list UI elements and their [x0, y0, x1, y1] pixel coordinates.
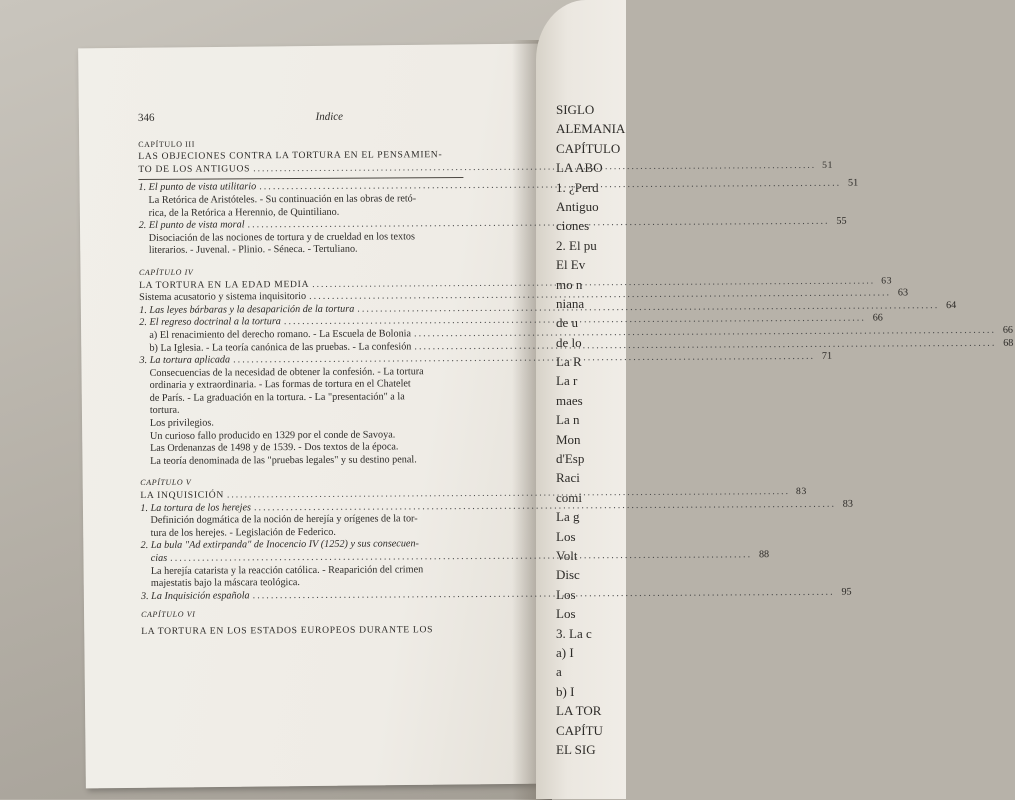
toc-description: Definición dogmática de la noción de herejía y orígenes de la tor-	[150, 513, 418, 527]
right-page-fragment: maes	[556, 392, 583, 408]
chapter-5-title-text: LA INQUISICIÓN	[140, 489, 224, 502]
right-page-fragment: Mon	[556, 431, 581, 447]
right-page-fragment: La r	[556, 373, 578, 389]
page-ref: 51	[847, 177, 859, 190]
toc-entry-text: cias	[150, 552, 168, 564]
chapter-3-label: CAPÍTULO III	[138, 139, 195, 149]
chapter-6-title: LA TORTURA EN LOS ESTADOS EUROPEOS DURANTE LOS	[141, 624, 434, 637]
toc-description: Los privilegios.	[149, 417, 214, 429]
right-page-fragment: Los	[556, 528, 576, 544]
toc-entry-text: a) El renacimiento del derecho romano. - La Escuela de Bolonia	[149, 328, 412, 341]
page-ref: 83	[842, 498, 854, 510]
right-page-fragment: Disc	[556, 567, 580, 583]
toc-entry-text: Sistema acusatorio y sistema inquisitorio	[139, 291, 307, 304]
page-ref: 63	[897, 287, 909, 299]
right-page-fragment: 1. ¿Perd	[556, 179, 599, 195]
toc-description: tura de los herejes. - Legislación de Federico.	[150, 526, 336, 539]
chapter-3-title-text: TO DE LOS ANTIGUOS	[138, 163, 251, 175]
page-ref: 83	[795, 485, 807, 498]
toc-description: La herejía catarista y la reacción católica. - Reaparición del crimen	[150, 563, 424, 577]
toc-description: literarios. - Juvenal. - Plinio. - Séneca. - Tertuliano.	[148, 244, 358, 257]
right-page-fragment: Volt	[556, 547, 578, 563]
leader-dots	[233, 351, 815, 367]
right-page-fragment: SIGLO	[556, 102, 595, 117]
right-page-fragment: b) I	[556, 683, 575, 699]
right-page-fragment: Raci	[556, 470, 580, 486]
right-page-fragment: de u	[556, 315, 579, 331]
chapter-4-title-text: LA TORTURA EN LA EDAD MEDIA	[139, 278, 310, 291]
right-page-fragment: ALEMANIA	[556, 121, 626, 137]
toc-entry-text: b) La Iglesia. - La teoría canónica de las pruebas. - La confesión	[149, 340, 412, 354]
right-page-fragment: Los	[556, 606, 576, 622]
page-ref: 88	[758, 549, 770, 561]
right-page-fragment: Antiguo	[556, 198, 599, 214]
chapter-6-label: CAPÍTULO VI	[141, 610, 196, 620]
page-ref: 66	[1002, 324, 1014, 336]
right-page-fragment: La n	[556, 412, 580, 428]
toc-description: de París. - La graduación en la tortura. - La "presentación" a la	[149, 391, 405, 404]
toc-description: rica, de la Retórica a Herennio, de Quintiliano.	[148, 206, 340, 219]
page-ref: 71	[821, 350, 833, 362]
right-page-fragment: El Ev	[556, 257, 586, 273]
chapter-5-label: CAPÍTULO V	[140, 478, 192, 488]
right-page-fragment: a	[556, 664, 562, 680]
leader-dots	[253, 587, 835, 603]
toc-description: Disociación de las nociones de tortura y de crueldad en los textos	[148, 231, 416, 244]
toc-entry-text: 3. La Inquisición española	[140, 590, 250, 602]
page-ref: 68	[1003, 337, 1014, 349]
toc-entry-text: 2. El regreso doctrinal a la tortura	[139, 316, 281, 329]
toc-description: majestatis bajo la máscara teológica.	[150, 577, 300, 590]
toc-entry-text: 2. El punto de vista moral	[138, 219, 245, 232]
right-page-fragment: comi	[556, 489, 582, 505]
toc-entry-text: 1. El punto de vista utilitario	[138, 181, 257, 194]
leader-dots	[170, 549, 752, 565]
toc-description: La teoría denominada de las "pruebas legales" y su destino penal.	[150, 454, 417, 467]
toc-description: tortura.	[149, 405, 180, 417]
right-page-fragment: LA TOR	[556, 703, 602, 719]
toc-description: Las Ordenanzas de 1498 y de 1539. - Dos textos de la época.	[150, 441, 399, 455]
toc-description: Consecuencias de la necesidad de obtener la confesión. - La tortura	[149, 365, 424, 379]
toc-entry-text: 1. Las leyes bárbaras y la desaparición de la tortura	[139, 303, 355, 316]
right-page-fragment: CAPÍTULO	[556, 140, 621, 156]
page-ref: 64	[946, 299, 957, 311]
page-ref: 95	[841, 586, 852, 598]
toc-entry-text: 2. La bula "Ad extirpanda" de Inocencio IV (1252) y sus consecuen-	[140, 538, 419, 552]
right-page-fragment: a) I	[556, 644, 574, 660]
right-page-fragment: ciones	[556, 218, 590, 234]
page-ref: 63	[881, 274, 893, 286]
leader-dots	[254, 498, 836, 514]
page-ref: 51	[822, 159, 834, 171]
right-page-fragment: CAPÍTU	[556, 722, 603, 738]
page-title: Indice	[315, 110, 344, 123]
right-page-fragment: Los	[556, 586, 576, 602]
right-page-fragment: de lo	[556, 334, 582, 350]
toc-description: Un curioso fallo producido en 1329 por el conde de Savoya.	[149, 429, 396, 442]
right-page-text	[556, 100, 625, 759]
right-page-fragment: La R	[556, 354, 582, 370]
page-ref: 66	[872, 312, 883, 324]
toc-description: La Retórica de Aristóteles. - Su continuación en las obras de retó-	[148, 193, 417, 206]
toc-entry-text: 3. La tortura aplicada	[139, 354, 231, 367]
right-page-fragment: LA ABO	[556, 160, 603, 176]
leader-dots	[253, 160, 816, 176]
leader-dots	[259, 178, 841, 194]
right-page-fragment: EL SIG	[556, 741, 596, 757]
right-page-fragment: d'Esp	[556, 451, 585, 467]
right-page-fragment: niana	[556, 295, 585, 311]
right-page-fragment: 3. La c	[556, 625, 592, 641]
page-header	[138, 110, 463, 125]
chapter-4-label: CAPÍTULO IV	[138, 267, 194, 277]
toc-description: ordinaria y extraordinaria. - Las formas de tortura en el Chatelet	[149, 378, 411, 392]
toc-entry-text: 1. La tortura de los herejes	[140, 501, 252, 514]
right-page-fragment: La g	[556, 509, 580, 525]
chapter-3-title-line1: LAS OBJECIONES CONTRA LA TORTURA EN EL PENSAMIEN-	[138, 149, 443, 163]
page-ref: 55	[836, 215, 847, 227]
right-page-fragment: mo n	[556, 276, 583, 292]
page-number: 346	[138, 111, 155, 124]
leader-dots	[248, 216, 830, 232]
right-page-fragment: 2. El pu	[556, 237, 597, 253]
